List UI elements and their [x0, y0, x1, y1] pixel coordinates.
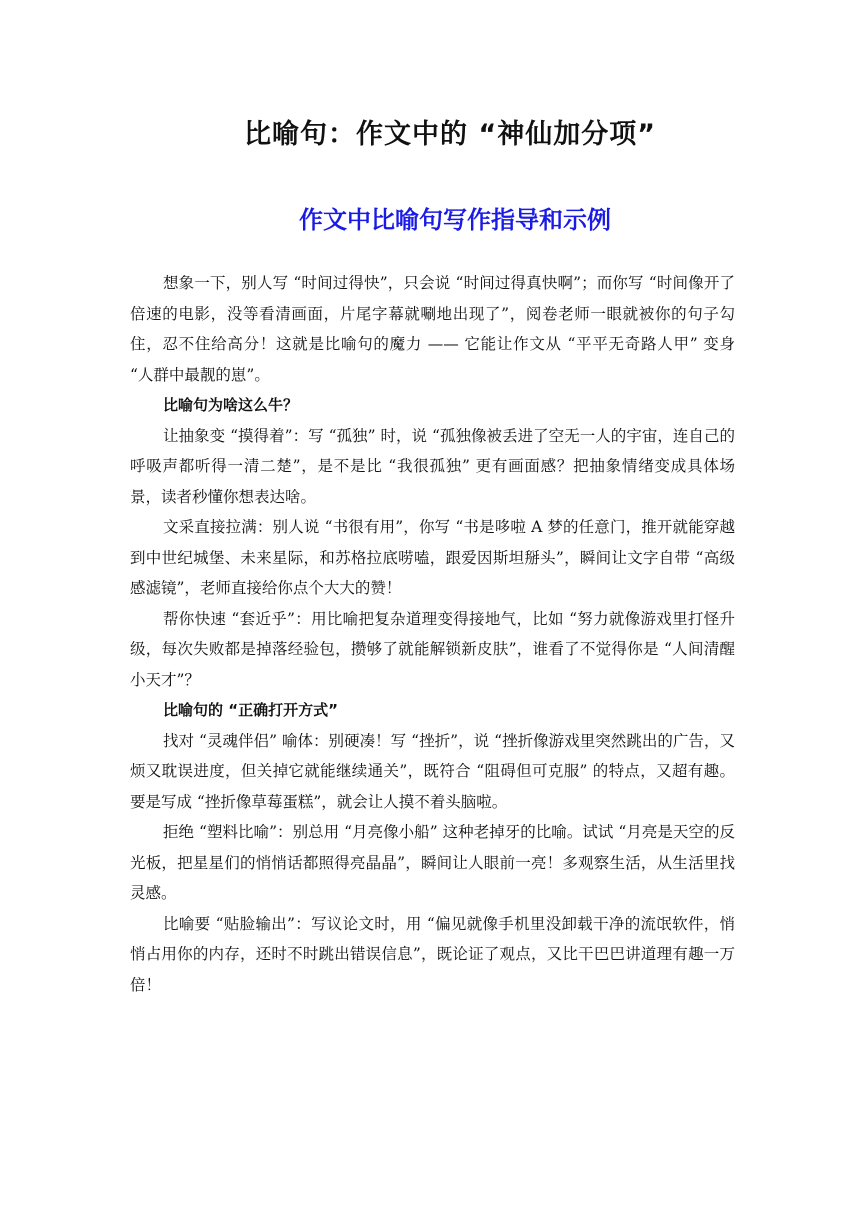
section-heading-why: 比喻句为啥这么牛？ [163, 396, 299, 414]
intro-paragraph: 想象一下，别人写 “时间过得快”，只会说 “时间过得真快啊”；而你写 “时间像开了倍速的电影，没等看清画面，片尾字幕就唰地出现了”，阅卷老师一眼就被你的句子勾住，忍不住给高分！这就是比喻句的魔力 —— 它能让作文从 “平平无奇路人甲” 变身 “人群中最靓的崽”。 [130, 274, 735, 384]
paragraph-cliche: 拒绝 “塑料比喻”：别总用 “月亮像小船” 这种老掉牙的比喻。试试 “月亮是天空的反光板，把星星们的悄悄话都照得亮晶晶”，瞬间让人眼前一亮！多观察生活，从生活里找灵感。 [130, 823, 735, 902]
paragraph-literary: 文采直接拉满：别人说 “书很有用”，你写 “书是哆啦 A 梦的任意门，推开就能穿越到中世纪城堡、未来星际，和苏格拉底唠嗑，跟爱因斯坦掰头”，瞬间让文字自带 “高级感滤镜”，老师直接给你点个大大的赞！ [130, 518, 735, 597]
paragraph-vehicle: 找对 “灵魂伴侣” 喻体：别硬凑！写 “挫折”，说 “挫折像游戏里突然跳出的广告，又烦又耽误进度，但关掉它就能继续通关”，既符合 “阻碍但可克服” 的特点，又超有趣。要是写成 “挫折像草莓蛋糕”，就会让人摸不着头脑啦。 [130, 731, 735, 811]
paragraph-relatable: 帮你快速 “套近乎”：用比喻把复杂道理变得接地气，比如 “努力就像游戏里打怪升级，每次失败都是掉落经验包，攒够了就能解锁新皮肤”，谁看了不觉得你是 “人间清醒小天才”？ [130, 609, 735, 689]
section-heading-how: 比喻句的 “正确打开方式” [163, 701, 338, 719]
document-body [130, 268, 735, 1000]
document-subtitle: 作文中比喻句写作指导和示例 [299, 206, 611, 234]
paragraph-argument: 比喻要 “贴脸输出”：写议论文时，用 “偏见就像手机里没卸载干净的流氓软件，悄悄占用你的内存，还时不时跳出错误信息”，既论证了观点，又比干巴巴讲道理有趣一万倍！ [130, 914, 735, 994]
paragraph-abstract: 让抽象变 “摸得着”：写 “孤独” 时，说 “孤独像被丢进了空无一人的宇宙，连自己的呼吸声都听得一清二楚”，是不是比 “我很孤独” 更有画面感？把抽象情绪变成具体场景，读者秒懂你想表达啥。 [130, 426, 735, 506]
document-title: 比喻句：作文中的 “神仙加分项” [244, 119, 656, 150]
